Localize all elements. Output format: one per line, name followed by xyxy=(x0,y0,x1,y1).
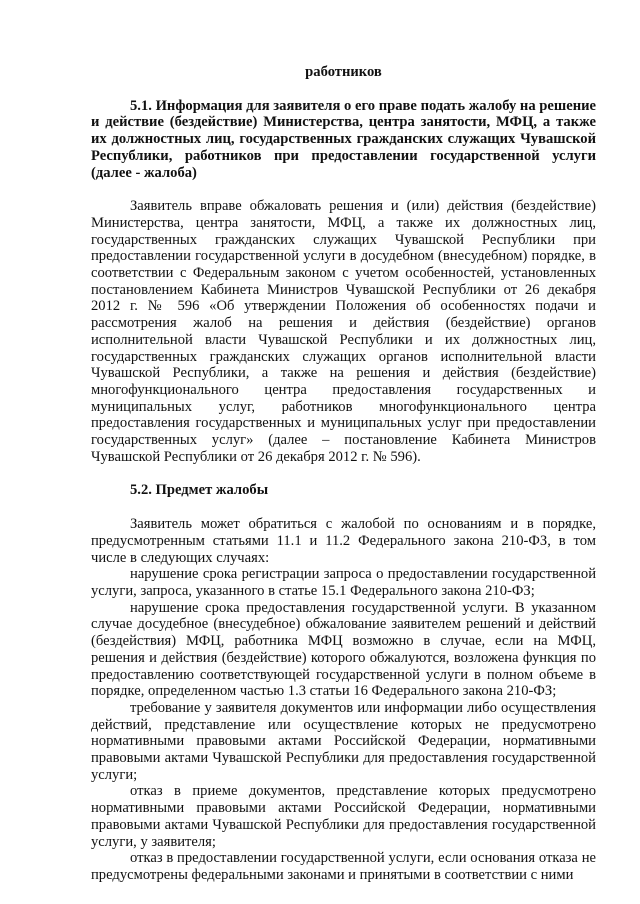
top-fragment-text: работников xyxy=(305,64,382,80)
section-5-2-item-3: требование у заявителя документов или информации либо осуществления действий, представление или осуществление которых не предусмотрено нормативными правовыми актами Российской Федерации, нормативными правовыми актами Чувашской Республики для предоставления государственной услуги; xyxy=(91,699,596,783)
section-5-2-item-2: нарушение срока предоставления государственной услуги. В указанном случае досудебное (внесудебное) обжалование заявителем решений и действий (бездействия) МФЦ, работника МФЦ возможно в случае, если на МФЦ, решения и действия (бездействие) которого обжалуются, возложена функция по предоставлению соответствующей государственной услуги в полном объеме в порядке, определенном частью 1.3 статьи 16 Федерального закона 210-ФЗ; xyxy=(91,599,596,700)
section-5-2-item-5: отказ в предоставлении государственной услуги, если основания отказа не предусмотрены федеральными законами и принятыми в соответствии с ними xyxy=(91,850,596,883)
section-5-1-heading: 5.1. Информация для заявителя о его праве подать жалобу на решение и действие (бездействие) Министерства, центра занятости, МФЦ, а также их должностных лиц, государственных гражданских служащих Чувашской Республики, работников при предоставлении государственной услуги (далее - жалоба) xyxy=(91,97,596,181)
section-5-2-intro: Заявитель может обратиться с жалобой по основаниям и в порядке, предусмотренным статьями 11.1 и 11.2 Федерального закона 210-ФЗ, в том числе в следующих случаях: xyxy=(91,516,596,566)
document-content xyxy=(91,64,596,884)
section-5-2-item-1: нарушение срока регистрации запроса о предоставлении государственной услуги, запроса, указанного в статье 15.1 Федерального закона 210-ФЗ; xyxy=(91,566,596,599)
section-5-1-paragraph: Заявитель вправе обжаловать решения и (или) действия (бездействие) Министерства, центра занятости, МФЦ, а также их должностных лиц, государственных гражданских служащих Чувашской Республики при предоставлении государственной услуги в досудебном (внесудебном) порядке, в соответствии с Федеральным законом с учетом особенностей, установленных постановлением Кабинета Министров Чувашской Республики от 26 декабря 2012 г. № 596 «Об утверждении Положения об особенностях подачи и рассмотрения жалоб на решения и действия (бездействие) органов исполнительной власти Чувашской Республики и их должностных лиц, государственных гражданских служащих органов исполнительной власти Чувашской Республики, а также на решения и действия (бездействие) многофункционального центра предоставления государственных и муниципальных услуг, работников многофункционального центра предоставления государственных и муниципальных услуг при предоставлении государственных услуг» (далее – постановление Кабинета Министров Чувашской Республики от 26 декабря 2012 г. № 596). xyxy=(91,198,596,465)
section-5-2-item-4: отказ в приеме документов, представление которых предусмотрено нормативными правовыми актами Российской Федерации, нормативными правовыми актами Чувашской Республики для предоставления государственной услуги, у заявителя; xyxy=(91,783,596,850)
section-5-2-heading: 5.2. Предмет жалобы xyxy=(130,482,269,499)
